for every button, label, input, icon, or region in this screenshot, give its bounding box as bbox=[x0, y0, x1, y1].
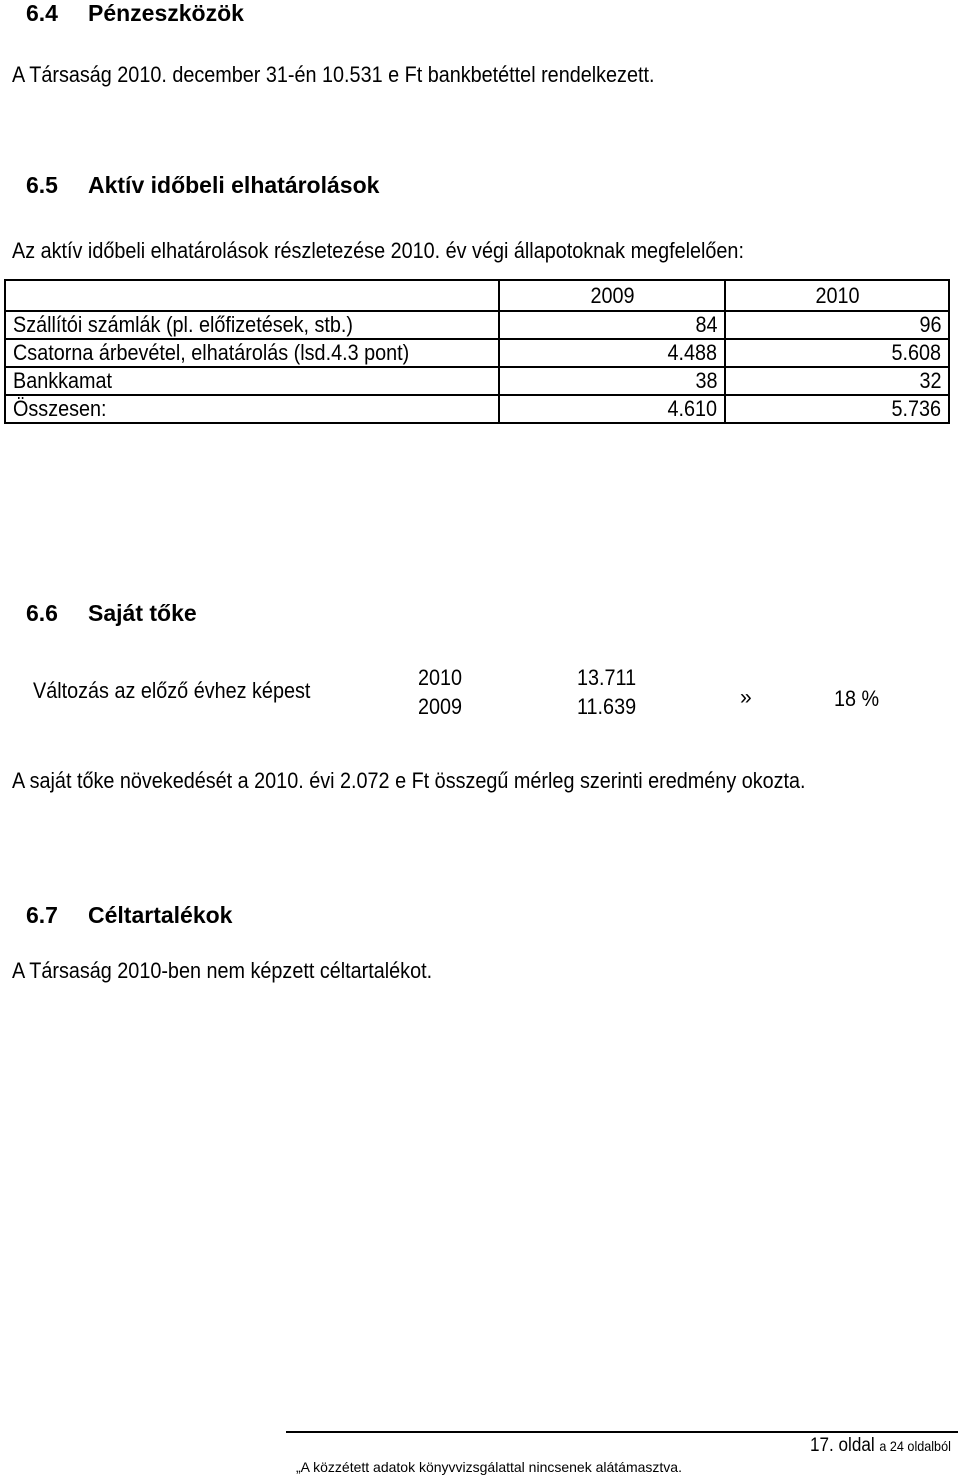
table-header-row bbox=[5, 280, 949, 311]
section-heading-6-7 bbox=[26, 902, 232, 929]
table-cell-2009: 4.488 bbox=[499, 339, 725, 367]
table-row bbox=[5, 339, 949, 367]
paragraph-cash: A Társaság 2010. december 31-én 10.531 e Ft bankbetéttel rendelkezett. bbox=[12, 62, 655, 87]
table-cell-label: Összesen: bbox=[5, 395, 499, 423]
footer-divider bbox=[286, 1431, 958, 1433]
table-cell-label: Szállítói számlák (pl. előfizetések, stb.) bbox=[5, 311, 499, 339]
section-number: 6.5 bbox=[26, 172, 58, 198]
table-cell-label: Csatorna árbevétel, elhatárolás (lsd.4.3 pont) bbox=[5, 339, 499, 367]
equity-change-percent: 18 % bbox=[834, 686, 880, 711]
table-header-cell bbox=[5, 280, 499, 311]
section-number: 6.4 bbox=[26, 0, 58, 26]
equity-change-label: Változás az előző évhez képest bbox=[33, 678, 311, 703]
page-number-current: 17. oldal bbox=[810, 1435, 875, 1456]
table-header-cell: 2010 bbox=[725, 280, 949, 311]
section-title: Saját tőke bbox=[88, 600, 197, 626]
table-cell-2010: 5.608 bbox=[725, 339, 949, 367]
table-cell-2010: 5.736 bbox=[725, 395, 949, 423]
table-cell-2009: 4.610 bbox=[499, 395, 725, 423]
table-cell-2010: 32 bbox=[725, 367, 949, 395]
table-cell-label: Bankkamat bbox=[5, 367, 499, 395]
section-heading-6-4 bbox=[26, 0, 244, 27]
table-cell-2010: 96 bbox=[725, 311, 949, 339]
table-row bbox=[5, 311, 949, 339]
section-title: Aktív időbeli elhatárolások bbox=[88, 172, 380, 198]
paragraph-provisions: A Társaság 2010-ben nem képzett céltartalékot. bbox=[12, 958, 433, 983]
footer-note: „A közzétett adatok könyvvizsgálattal nincsenek alátámasztva. bbox=[296, 1459, 682, 1475]
table-row bbox=[5, 367, 949, 395]
equity-year-2009: 2009 bbox=[418, 694, 463, 719]
equity-value-2009: 11.639 bbox=[577, 694, 637, 719]
accruals-table bbox=[4, 279, 950, 424]
table-cell-2009: 38 bbox=[499, 367, 725, 395]
page-number-total: a 24 oldalból bbox=[879, 1438, 951, 1454]
equity-value-2010: 13.711 bbox=[577, 665, 637, 690]
equity-year-2010: 2010 bbox=[418, 665, 463, 690]
section-heading-6-6 bbox=[26, 600, 197, 627]
page-number bbox=[810, 1435, 951, 1457]
section-title: Céltartalékok bbox=[88, 902, 233, 928]
table-row-total bbox=[5, 395, 949, 423]
table-header-cell: 2009 bbox=[499, 280, 725, 311]
section-number: 6.6 bbox=[26, 600, 58, 626]
paragraph-accruals: Az aktív időbeli elhatárolások részletezése 2010. év végi állapotoknak megfelelően: bbox=[12, 238, 744, 263]
section-heading-6-5 bbox=[26, 172, 379, 199]
table-cell-2009: 84 bbox=[499, 311, 725, 339]
section-number: 6.7 bbox=[26, 902, 58, 928]
section-title: Pénzeszközök bbox=[88, 0, 244, 26]
arrow-icon: » bbox=[740, 686, 752, 709]
paragraph-equity: A saját tőke növekedését a 2010. évi 2.072 e Ft összegű mérleg szerinti eredmény okozta. bbox=[12, 768, 806, 793]
